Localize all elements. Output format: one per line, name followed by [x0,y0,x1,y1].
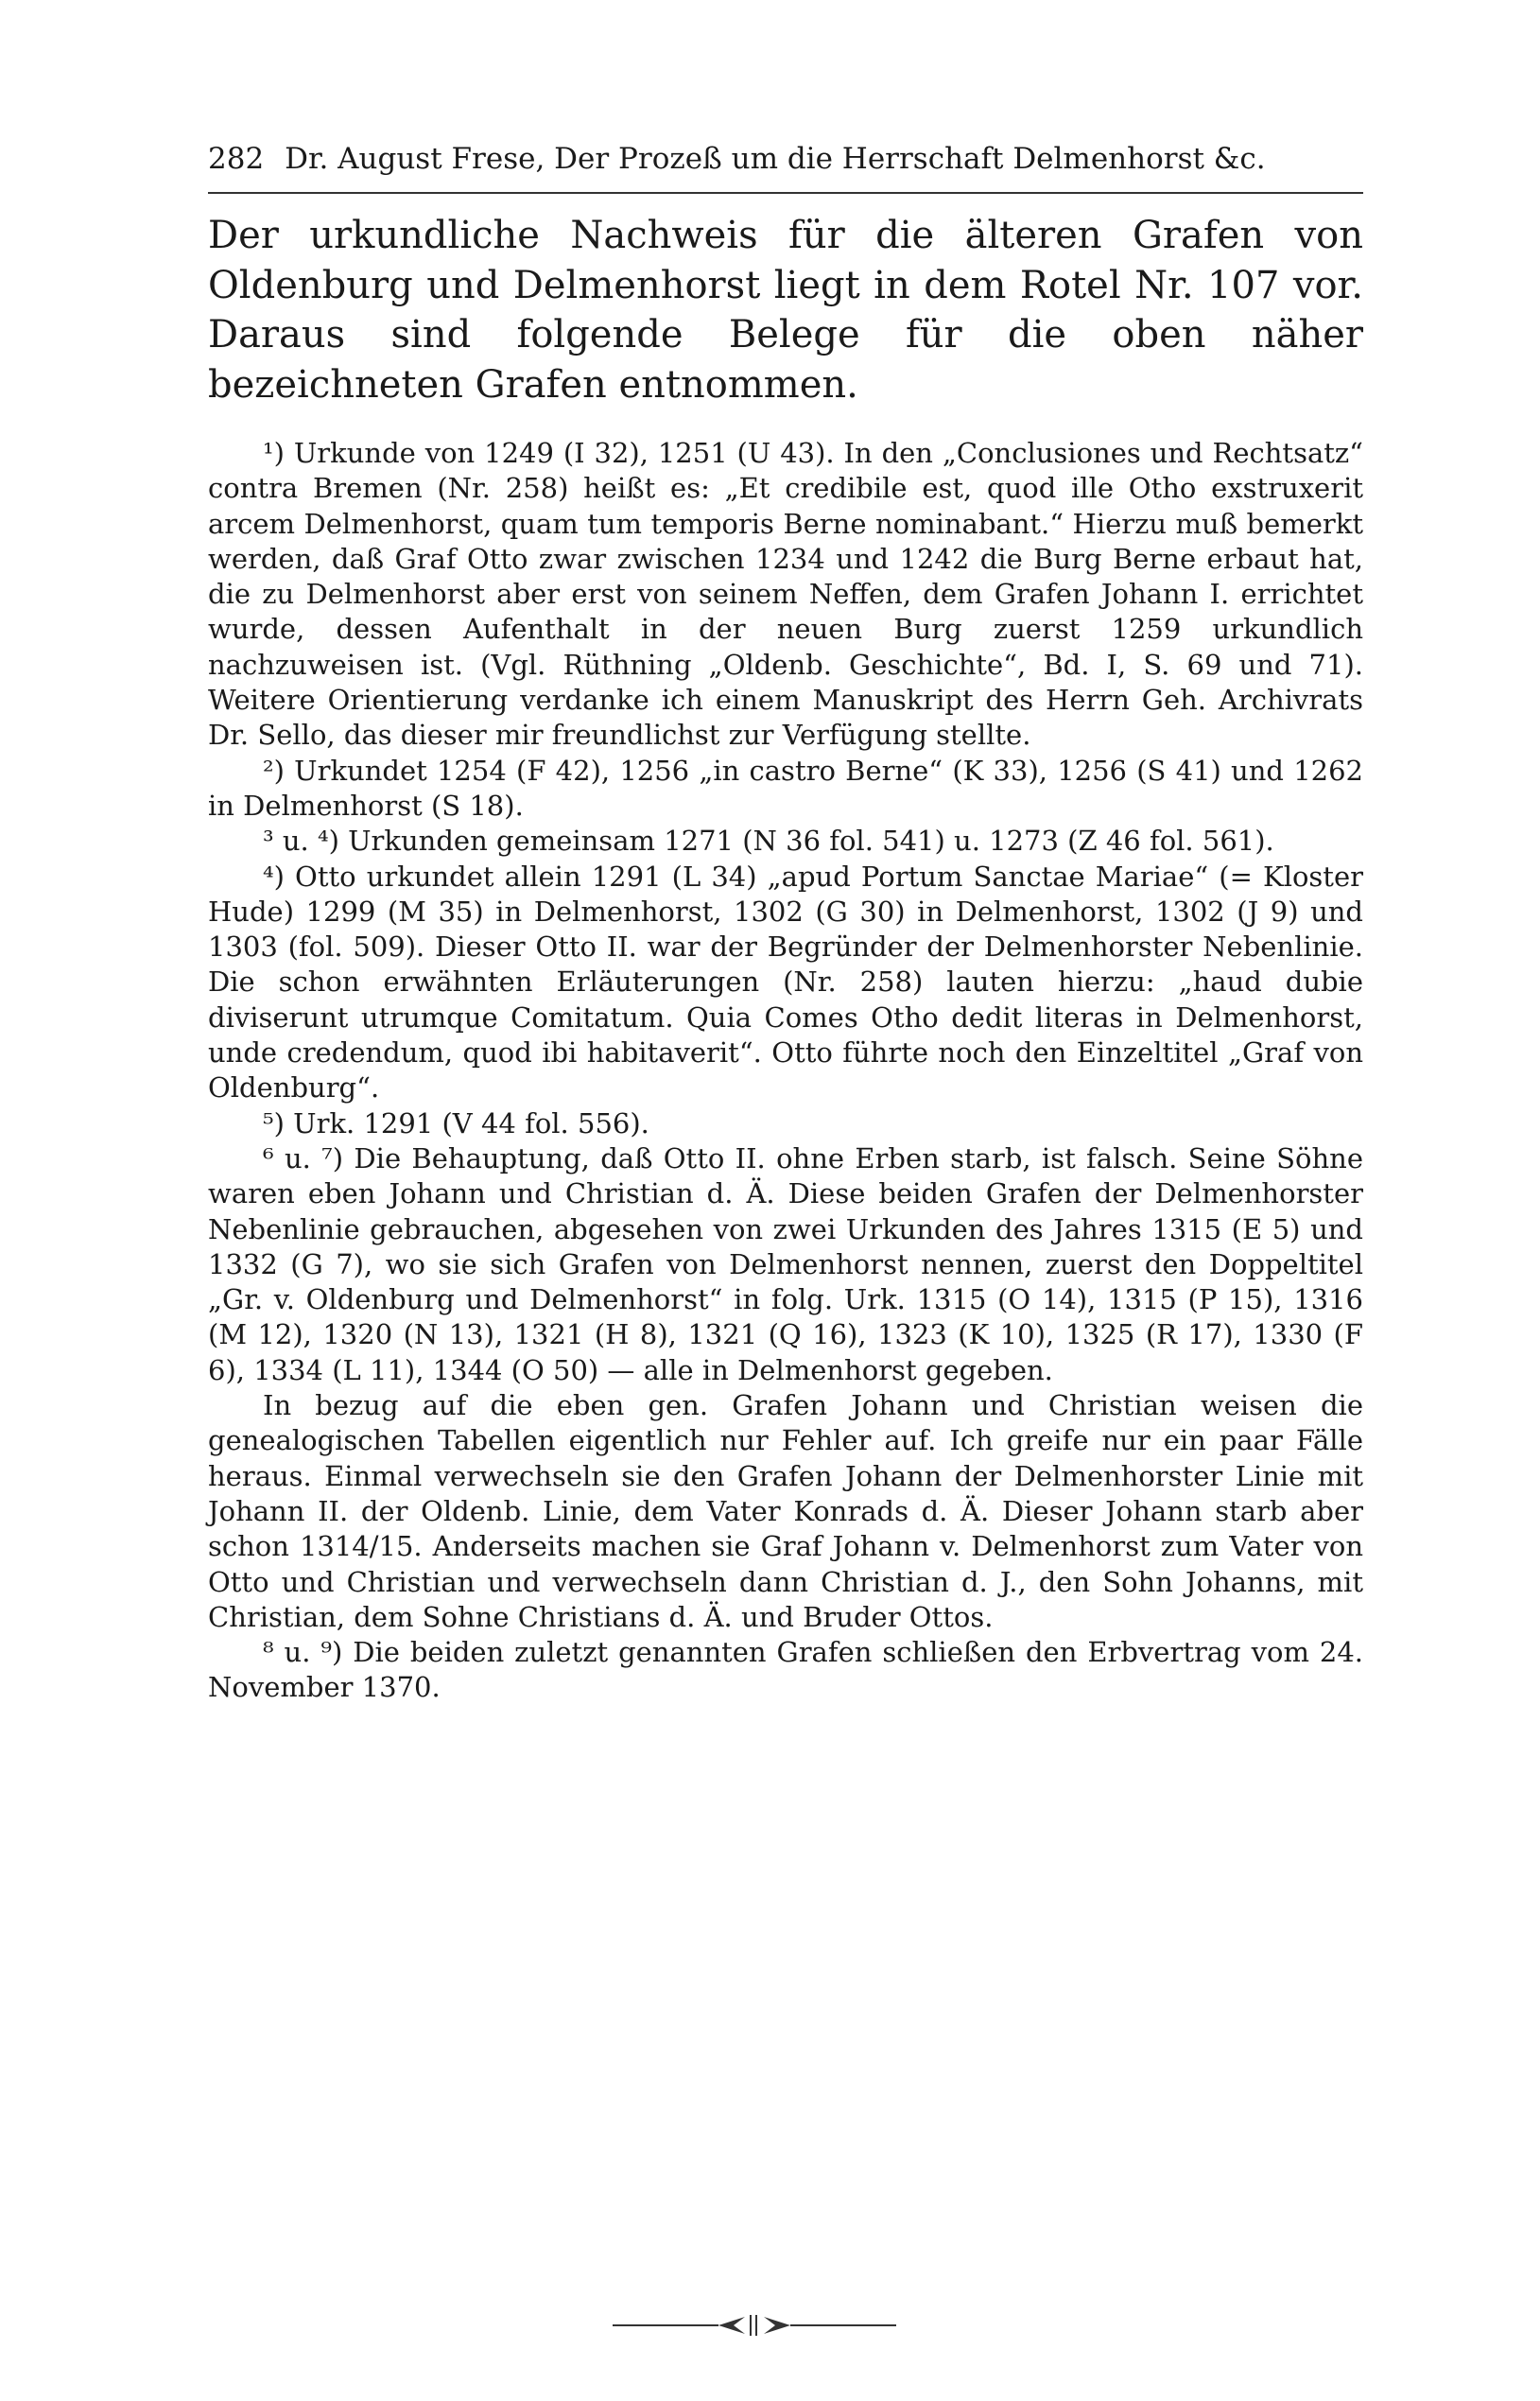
footnote-4: ⁴) Otto urkundet allein 1291 (L 34) „apud Portum Sanctae Mariae“ (= Kloster Hude) 1299 (M 35) in Delmenhorst, 1302 (G 30) in Delmenhorst, 1302 (J 9) und 1303 (fol. 509). Dieser Otto II. war der Begründer der Delmenhorster Nebenlinie. Die schon erwähnten Erläuterungen (Nr. 258) lauten hierzu: „haud dubie diviserunt utrumque Comitatum. Quia Comes Otho dedit literas in Delmenhorst, unde credendum, quod ibi habitaverit“. Otto führte noch den Einzeltitel „Graf von Oldenburg“. [208,860,1363,1105]
page-header [208,140,1361,178]
footnote-2: ²) Urkundet 1254 (F 42), 1256 „in castro Berne“ (K 33), 1256 (S 41) und 1262 in Delmenhorst (S 18). [208,754,1363,822]
footnote-8-9: ⁸ u. ⁹) Die beiden zuletzt genannten Grafen schließen den Erbvertrag vom 24. November 1370. [208,1636,1363,1704]
footnote-5: ⁵) Urk. 1291 (V 44 fol. 556). [263,1106,649,1140]
footnotes-block [208,436,1363,1706]
footnote-6-7: ⁶ u. ⁷) Die Behauptung, daß Otto II. ohne Erben starb, ist falsch. Seine Söhne waren eben Johann und Christian d. Ä. Diese beiden Grafen der Delmenhorster Nebenlinie gebrauchen, abgesehen von zwei Urkunden des Jahres 1315 (E 5) und 1332 (G 7), wo sie sich Grafen von Delmenhorst nennen, zuerst den Doppeltitel „Gr. v. Oldenburg und Delmenhorst“ in folg. Urk. 1315 (O 14), 1315 (P 15), 1316 (M 12), 1320 (N 13), 1321 (H 8), 1321 (Q 16), 1323 (K 10), 1325 (R 17), 1330 (F 6), 1334 (L 11), 1344 (O 50) — alle in Delmenhorst gegeben. [208,1141,1363,1386]
closing-paragraph: In bezug auf die eben gen. Grafen Johann und Christian weisen die genealogischen Tabellen eigentlich nur Fehler auf. Ich greife nur ein paar Fälle heraus. Einmal verwechseln sie den Grafen Johann der Delmenhorster Linie mit Johann II. der Oldenb. Linie, dem Vater Konrads d. Ä. Dieser Johann starb aber schon 1314/15. Anderseits machen sie Graf Johann v. Delmenhorst zum Vater von Otto und Christian und verwechseln dann Christian d. J., den Sohn Johanns, mit Christian, dem Sohne Christians d. Ä. und Bruder Ottos. [208,1389,1363,1633]
main-paragraph: Der urkundliche Nachweis für die älteren Grafen von Oldenburg und Delmenhorst liegt in dem Rotel Nr. 107 vor. Daraus sind folgende Belege für die oben näher bezeichneten Grafen entnommen. [208,214,1363,407]
footnote-1: ¹) Urkunde von 1249 (I 32), 1251 (U 43). In den „Conclusiones und Rechtsatz“ contra Bremen (Nr. 258) heißt es: „Et credibile est, quod ille Otho exstruxerit arcem Delmenhorst, quam tum temporis Berne nominabant.“ Hierzu muß bemerkt werden, daß Graf Otto zwar zwischen 1234 und 1242 die Burg Berne erbaut hat, die zu Delmenhorst aber erst von seinem Neffen, dem Grafen Johann I. errichtet wurde, dessen Aufenthalt in der neuen Burg zuerst 1259 urkundlich nachzuweisen ist. (Vgl. Rüthning „Oldenb. Geschichte“, Bd. I, S. 69 und 71). Weitere Orientierung verdanke ich einem Manuskript des Herrn Geh. Archivrats Dr. Sello, das dieser mir freundlichst zur Verfügung stellte. [208,437,1363,752]
page-number: 282 [208,142,265,176]
header-rule [208,192,1363,194]
running-title: Dr. August Frese, Der Prozeß um die Herrschaft Delmenhorst &c. [285,142,1266,176]
footnote-3-4: ³ u. ⁴) Urkunden gemeinsam 1271 (N 36 fol. 541) u. 1273 (Z 46 fol. 561). [263,825,1274,858]
end-ornament [613,2311,896,2340]
